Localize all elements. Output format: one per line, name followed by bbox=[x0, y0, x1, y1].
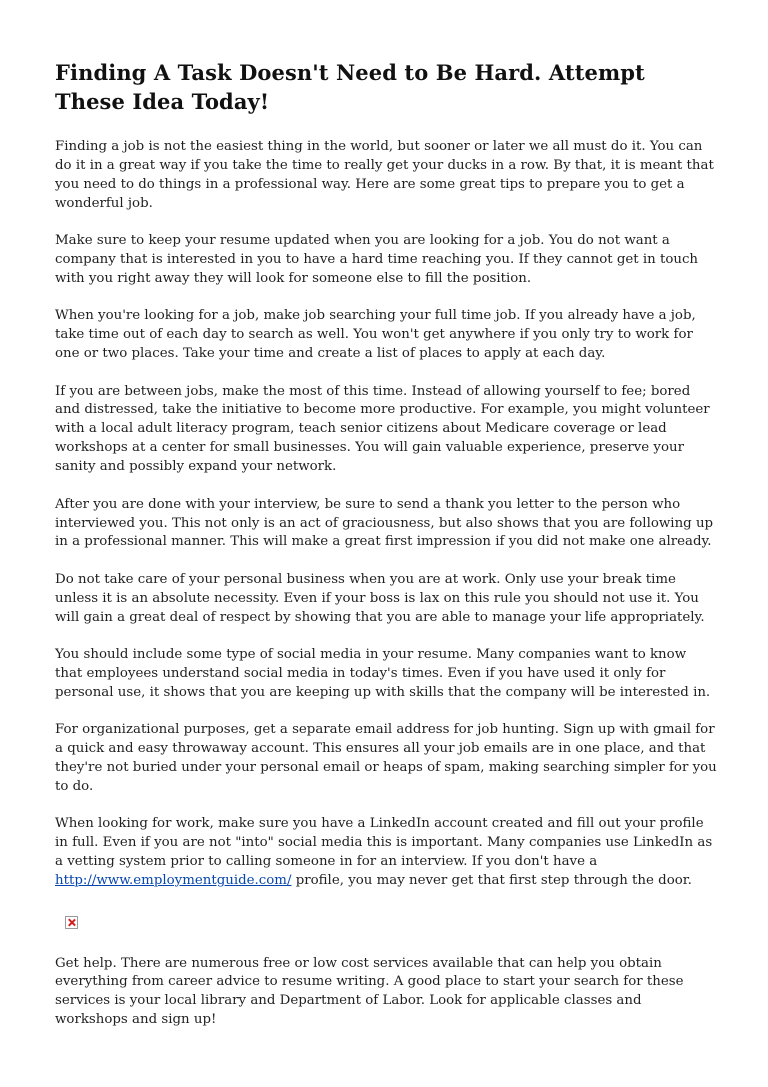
broken-image-container bbox=[55, 910, 717, 955]
paragraph-between-jobs: If you are between jobs, make the most of this time. Instead of allowing yourself to fee; bored and distressed, take the initiative to become more productive. For example, you might volunteer with a local adult literacy program, teach senior citizens about Medicare coverage or lead workshops at a center for small businesses. You will gain valuable experience, preserve your sanity and possibly expand your network. bbox=[55, 383, 710, 475]
paragraph-get-help: Get help. There are numerous free or low cost services available that can help you obtain everything from career advice to resume writing. A good place to start your search for these services is your local library and Department of Labor. Look for applicable classes and workshops and sign up! bbox=[55, 955, 684, 1028]
paragraph-thank-you-letter: After you are done with your interview, be sure to send a thank you letter to the person who interviewed you. This not only is an act of graciousness, but also shows that you are following up in a professional manner. This will make a great first impression if you did not make one already. bbox=[55, 496, 714, 550]
paragraph-linkedin bbox=[55, 815, 717, 891]
paragraph-resume: Make sure to keep your resume updated when you are looking for a job. You do not want a company that is interested in you to have a hard time reaching you. If they cannot get in touch with you right away they will look for someone else to fill the position. bbox=[55, 233, 699, 286]
paragraph-personal-business: Do not take care of your personal business when you are at work. Only use your break time unless it is an absolute necessity. Even if your boss is lax on this rule you should not use it. You will gain a great deal of respect by showing that you are able to manage your life appropriately. bbox=[55, 571, 705, 625]
paragraph-social-media: You should include some type of social media in your resume. Many companies want to know that employees understand social media in today's times. Even if you have used it only for personal use, it shows that you are keeping up with skills that the company will be interested in. bbox=[55, 647, 711, 700]
linkedin-text-before: When looking for work, make sure you have a LinkedIn account created and fill out your profile in full. Even if you are not "into" social media this is important. Many companies use LinkedIn as a vetting system prior to calling someone in for an interview. If you don't have a bbox=[55, 816, 713, 870]
linkedin-text-after: profile, you may never get that first step through the door. bbox=[291, 873, 692, 889]
paragraph-full-time-search: When you're looking for a job, make job searching your full time job. If you already have a job, take time out of each day to search as well. You won't get anywhere if you only try to work for one or two places. Take your time and create a list of places to apply at each day. bbox=[55, 308, 696, 362]
document-page bbox=[55, 58, 717, 1049]
paragraph-email-address: For organizational purposes, get a separate email address for job hunting. Sign up with gmail for a quick and easy throwaway account. This ensures all your job emails are in one place, and that they're not buried under your personal email or heaps of spam, making searching simpler for you to do. bbox=[55, 722, 717, 794]
paragraph-intro: Finding a job is not the easiest thing in the world, but sooner or later we all must do it. You can do it in a great way if you take the time to really get your ducks in a row. By that, it is meant that you need to do things in a professional way. Here are some great tips to prepare you to get a wonderful job. bbox=[55, 139, 714, 211]
employment-guide-link[interactable]: http://www.employmentguide.com/ bbox=[55, 873, 292, 889]
page-title: Finding A Task Doesn't Need to Be Hard. Attempt These Idea Today! bbox=[55, 60, 645, 114]
broken-image-icon bbox=[65, 916, 78, 929]
